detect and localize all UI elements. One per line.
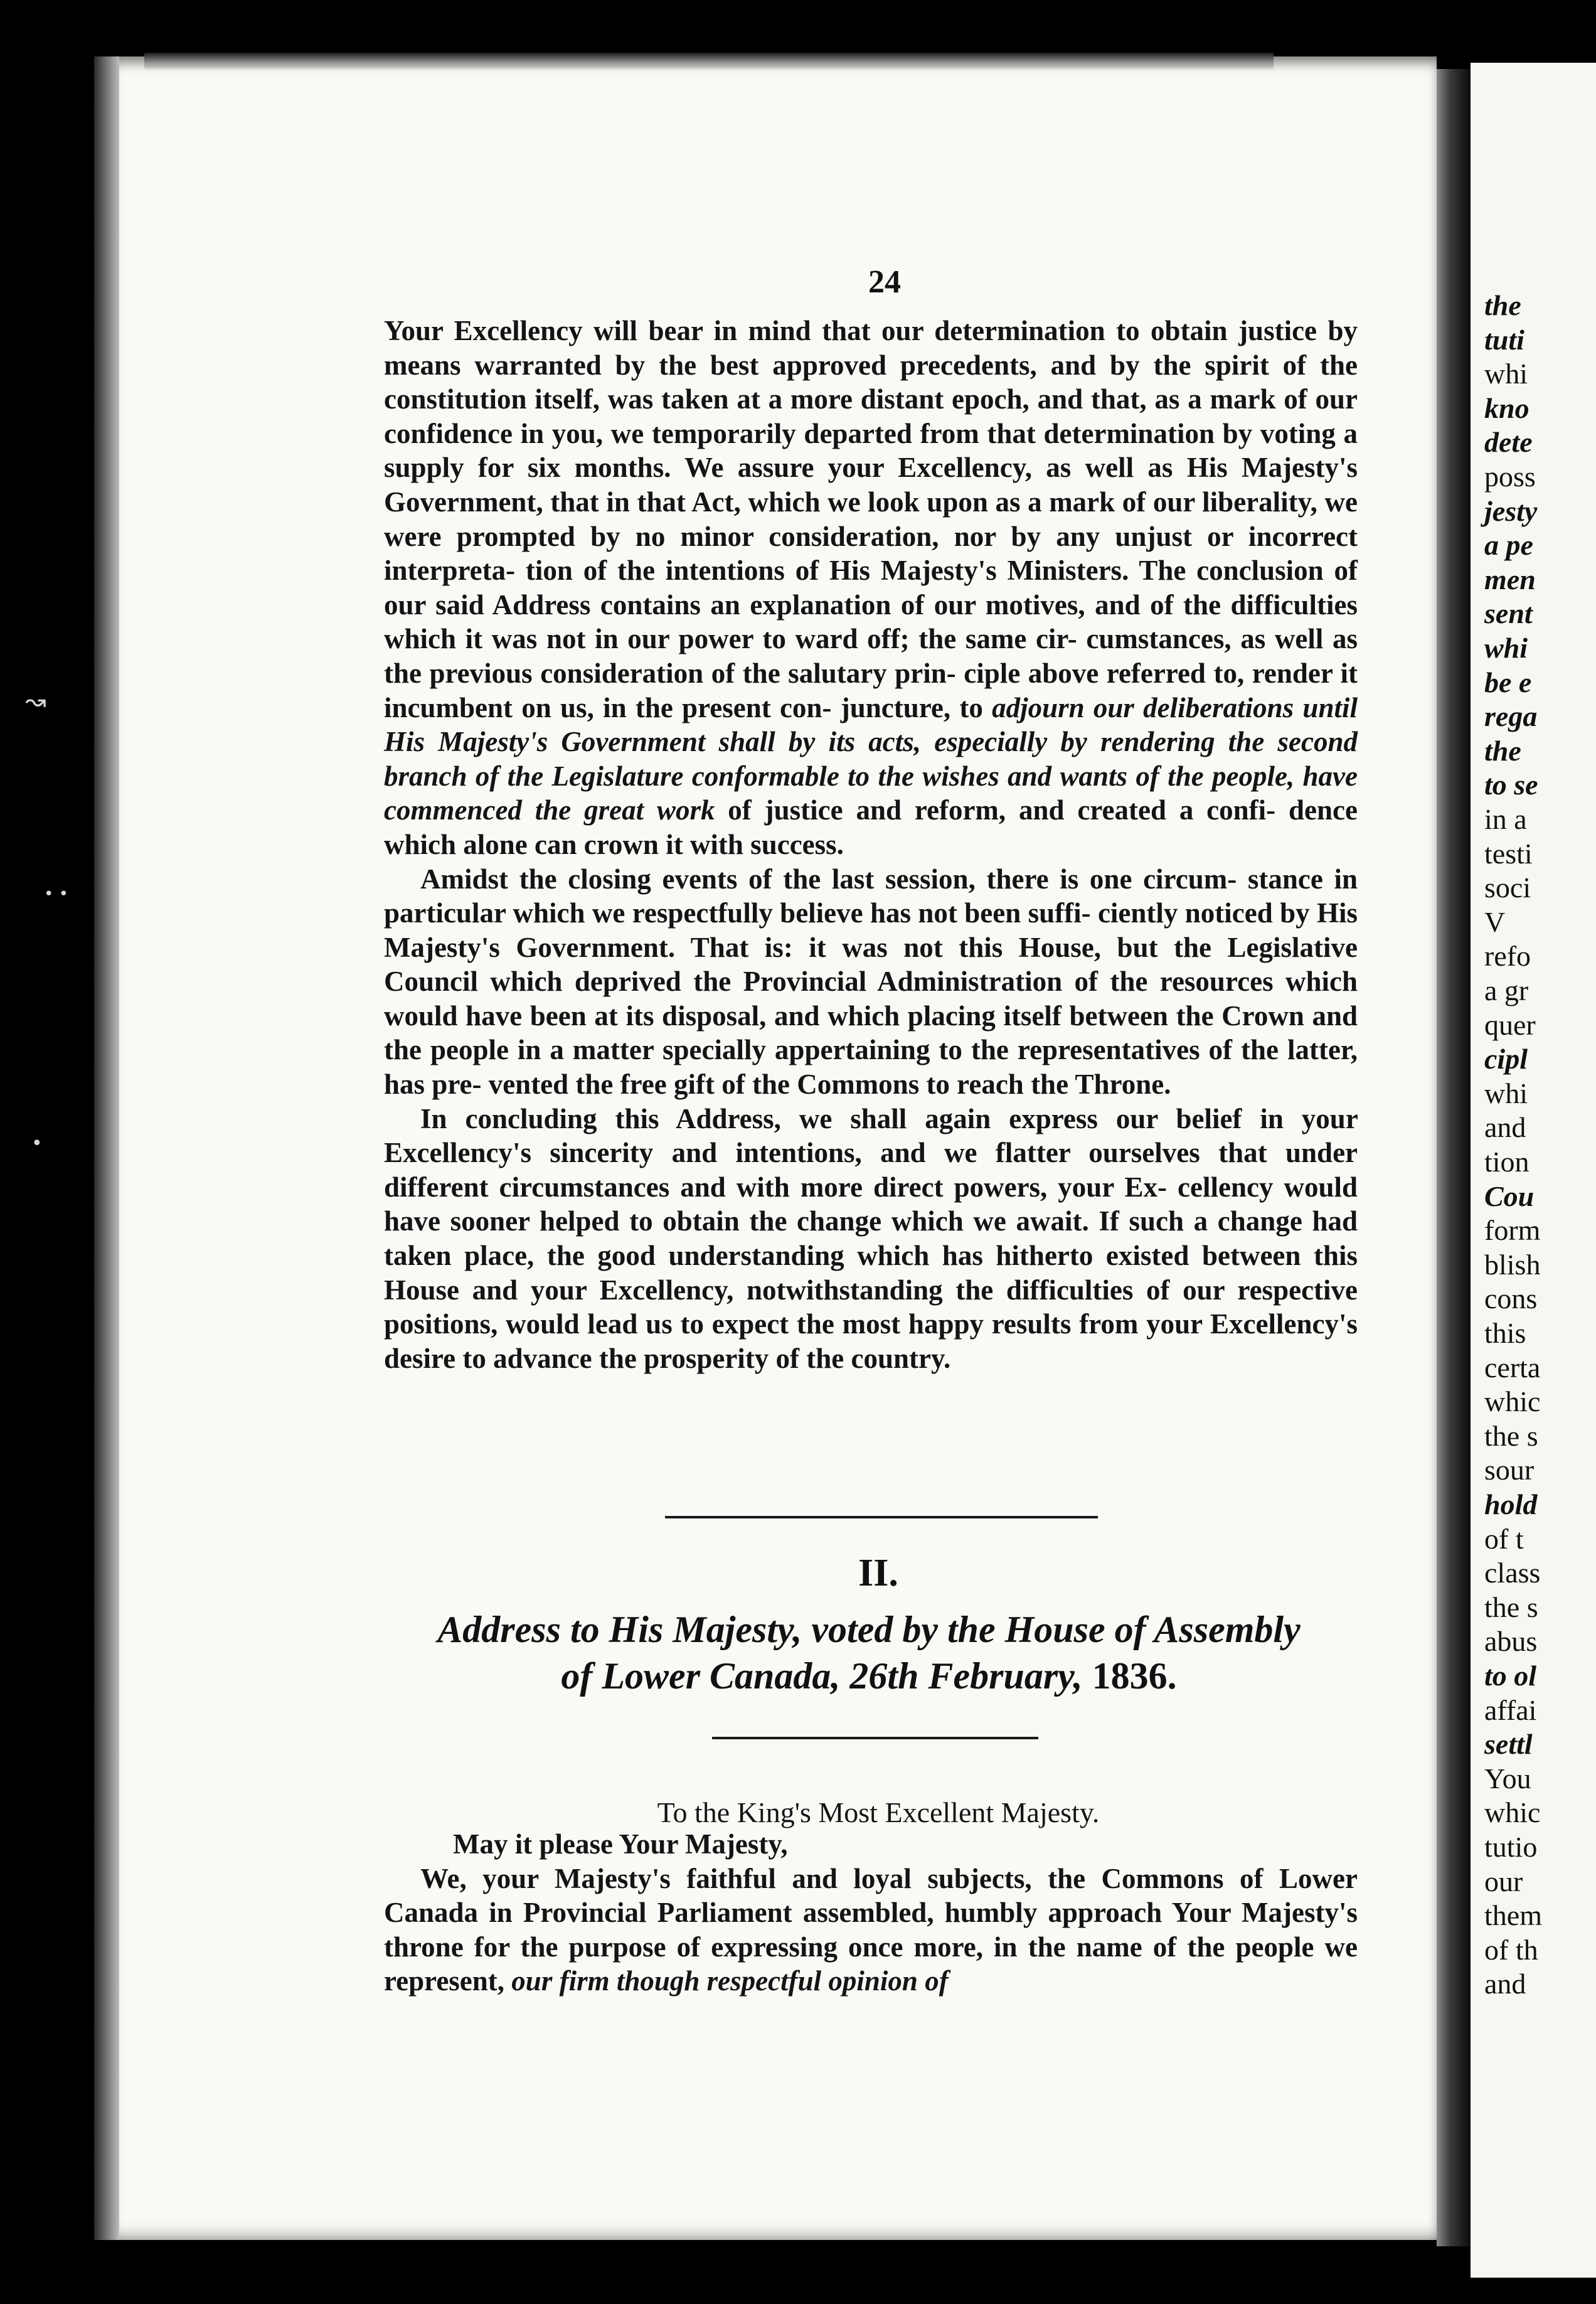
facing-page-line: our [1484, 1865, 1523, 1897]
text-line: cellency would have sooner helped to obtain the change which we [384, 1171, 1358, 1237]
facing-page-line: affai [1484, 1693, 1537, 1726]
facing-page-line: whi [1484, 358, 1528, 390]
text-line: tion of the intentions of His Majesty's Ministers. The conclusion of [525, 555, 1358, 587]
text-line: which has hitherto existed between this House and your Excellency, [384, 1240, 1358, 1306]
facing-page-line: refo [1484, 940, 1531, 973]
paragraph [384, 314, 1358, 862]
facing-page-line: of th [1484, 1933, 1538, 1966]
facing-page-line: poss [1484, 461, 1536, 493]
text-line: stance in particular which we respectfully believe has not been suffi- [384, 863, 1358, 929]
text-line: We, your Majesty's faithful and loyal subjects, the Commons of [420, 1862, 1264, 1894]
text-line: from that determination by voting a supply for six months. We assure [384, 417, 1358, 484]
facing-page-line: tion [1484, 1146, 1530, 1178]
text-line: vented the free gift of the Commons to reach the Throne. [488, 1069, 1171, 1101]
text-line: our said Address contains an explanation of our motives, and of the [384, 589, 1221, 621]
facing-page-line: testi [1484, 837, 1533, 870]
text-line: and which placing itself between the Crown and the people in a matter [384, 1000, 1358, 1066]
facing-page-line: of t [1484, 1522, 1524, 1555]
text-line: cumstances, as well as the previous consideration of the salutary prin- [384, 623, 1358, 689]
text-line: Amidst the closing events of the last session, there is one circum- [420, 863, 1237, 895]
text-line: advance the prosperity of the country. [493, 1342, 951, 1374]
facing-page-line: be e [1484, 666, 1532, 698]
facing-page-line: kno [1484, 392, 1530, 424]
facing-page-line: sour [1484, 1454, 1535, 1486]
heading-line-1: Address to His Majesty, voted by the House of Assembly [437, 1609, 1301, 1650]
paragraph [384, 1102, 1358, 1376]
text-line: by no minor consideration, nor by any unjust or incorrect interpreta- [384, 520, 1358, 587]
text-line: Legislature conformable to the wishes and wants of the people, have [551, 760, 1358, 792]
margin-mark: ↝ [25, 687, 46, 716]
facing-page-line: dete [1484, 426, 1533, 459]
facing-page-line: abus [1484, 1625, 1538, 1658]
facing-page-line: whi [1484, 1077, 1528, 1109]
address-opening [384, 1827, 1358, 1998]
facing-page-line: whic [1484, 1796, 1541, 1829]
facing-page-line: this [1484, 1317, 1526, 1349]
text-line: under different circumstances and with more direct powers, your Ex- [384, 1137, 1358, 1203]
text-line: difficulties which it was not in our power to ward off; the same cir- [384, 589, 1358, 655]
facing-page-line: and [1484, 1111, 1526, 1144]
facing-page-line: men [1484, 563, 1536, 595]
heading-line-2: of Lower Canada, 26th February, 1836. [561, 1655, 1177, 1697]
facing-page-line: tuti [1484, 323, 1524, 356]
facing-page-line: blish [1484, 1248, 1541, 1281]
facing-page-line: to se [1484, 769, 1538, 801]
facing-page-line: You [1484, 1762, 1531, 1795]
facing-page-line: settl [1484, 1728, 1533, 1761]
facing-page-line: cipl [1484, 1043, 1528, 1075]
text-line: await. If such a change had taken place, the good understanding [384, 1205, 1358, 1272]
text-line: and that, as a mark of our confidence in you, we temporarily departed [384, 383, 1358, 449]
facing-page-line: Cou [1484, 1180, 1535, 1212]
text-line: Excellency's sincerity and intentions, and we flatter ourselves that [384, 1137, 1267, 1169]
text-line: Administration of the resources which would have been at its disposal, [384, 966, 1358, 1032]
facing-page-line: quer [1484, 1008, 1536, 1041]
text-line: us to expect the most happy results from your Excellency's desire to [384, 1308, 1358, 1374]
section-numeral: II. [858, 1552, 898, 1594]
facing-page-line: rega [1484, 700, 1538, 733]
facing-page-line: whi [1484, 632, 1528, 664]
facing-page-line: a pe [1484, 529, 1533, 562]
facing-page-line: the s [1484, 1419, 1538, 1452]
text-line: the spirit of the constitution itself, was taken at a more distant epoch, [384, 349, 1358, 415]
address-paragraph [384, 1862, 1358, 1998]
facing-page-line: class [1484, 1557, 1541, 1589]
text-line: ciently noticed by His Majesty's Government. That is: it was not [384, 897, 1358, 963]
facing-page-line: V [1484, 905, 1506, 938]
facing-page-line: the [1484, 734, 1521, 767]
facing-page-line: soci [1484, 872, 1531, 904]
text-line: dence which alone can crown it with success. [384, 794, 1358, 860]
section-heading [376, 1606, 1361, 1699]
margin-mark: • • [44, 885, 68, 904]
facing-page-line: them [1484, 1899, 1542, 1932]
text-line: Your Majesty's throne for the purpose of expressing once more, in the [384, 1897, 1358, 1963]
facing-page-line: jesty [1484, 494, 1538, 527]
margin-mark: • [31, 1133, 43, 1155]
text-line: specially appertaining to the representatives of the latter, has pre- [384, 1034, 1358, 1101]
text-line: your Excellency, as well as His Majesty's Government, that in that [384, 452, 1358, 518]
facing-page-line: hold [1484, 1488, 1538, 1520]
facing-page-line: a gr [1484, 974, 1529, 1006]
facing-page-line: the s [1484, 1591, 1538, 1623]
text-line: commenced the great work of justice and reform, and created a confi- [384, 794, 1276, 826]
text-line: Act, which we look upon as a mark of our liberality, we were prompted [384, 486, 1358, 552]
facing-page-line: form [1484, 1214, 1541, 1247]
text-line: notwithstanding the difficulties of our respective positions, would lead [384, 1274, 1358, 1340]
book-gutter [1437, 69, 1471, 2246]
facing-page-line: whic [1484, 1385, 1541, 1418]
text-line: juncture, to adjourn our deliberations until His Majesty's Government [384, 691, 1358, 758]
facing-page-fragment [1471, 63, 1596, 2278]
text-line: Lower Canada in Provincial Parliament assembled, humbly approach [384, 1862, 1358, 1929]
heading-rule [712, 1737, 1038, 1739]
facing-page-line: cons [1484, 1283, 1538, 1315]
salutation: To the King's Most Excellent Majesty. [657, 1796, 1100, 1828]
facing-page-line: and [1484, 1968, 1526, 2000]
text-line: shall by its acts, especially by rendering the second branch of the [384, 726, 1358, 792]
section-rule [665, 1516, 1098, 1518]
text-line: ciple above referred to, render it incumbent on us, in the present con- [384, 657, 1358, 723]
text-line: In concluding this Address, we shall again express our belief in your [420, 1102, 1358, 1134]
body-text [384, 314, 1358, 1375]
facing-page-line: sent [1484, 597, 1533, 630]
facing-page-line: the [1484, 289, 1521, 321]
page-number: 24 [868, 264, 901, 300]
text-line: name of the people we represent, our firm though respectful opinion of [384, 1931, 1358, 1997]
may-it-please: May it please Your Majesty, [453, 1828, 788, 1860]
text-line: justice by means warranted by the best approved precedents, and by [384, 315, 1358, 381]
facing-page-line: tutio [1484, 1831, 1538, 1863]
facing-page-line: in a [1484, 803, 1527, 835]
page-top-edge [144, 53, 1274, 70]
page-fore-edge [94, 56, 119, 2240]
facing-page-line: to ol [1484, 1660, 1537, 1692]
facing-page-line: certa [1484, 1351, 1541, 1384]
paragraph [384, 862, 1358, 1102]
text-line: Your Excellency will bear in mind that our determination to obtain [384, 315, 1228, 346]
text-line: this House, but the Legislative Council which deprived the Provincial [384, 931, 1358, 998]
